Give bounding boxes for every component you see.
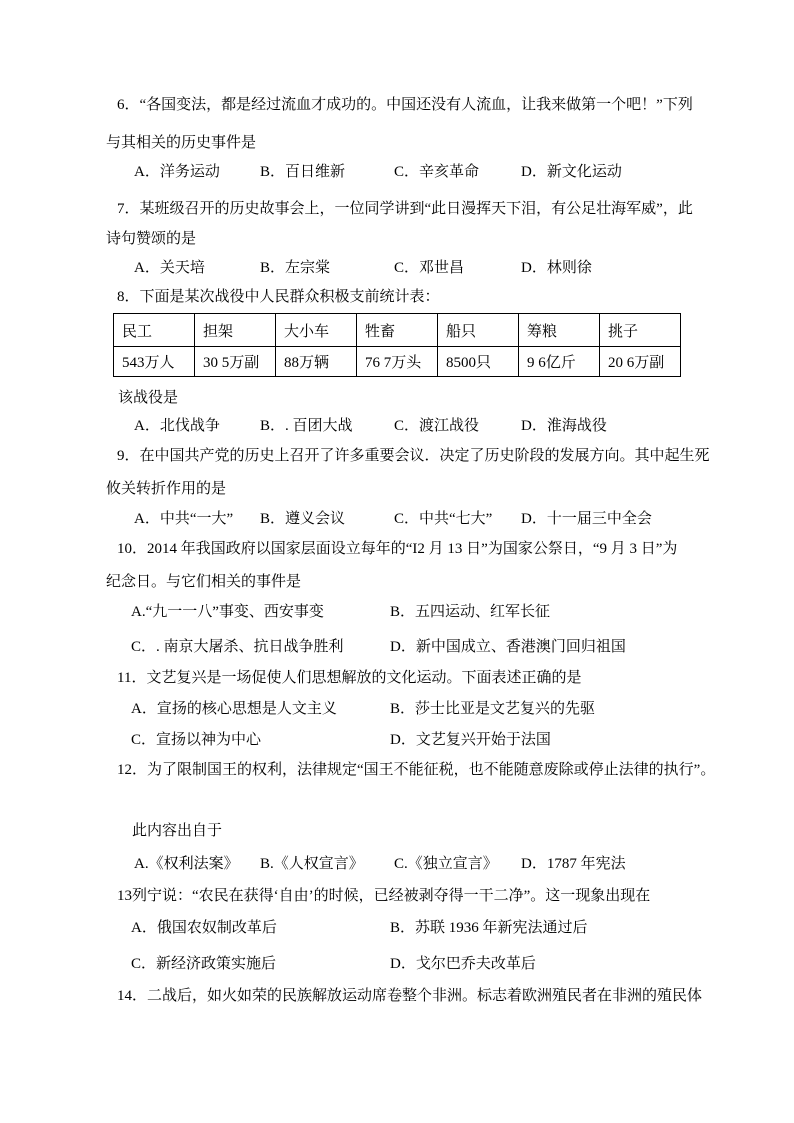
- question-9-stem-line-2: 攸关转折作用的是: [106, 481, 227, 497]
- table-data-cell: 8500只: [438, 347, 519, 377]
- question-10-options-row-2: [131, 638, 626, 656]
- table-header-cell: 牲畜: [357, 314, 438, 347]
- question-12-option-d: D．1787 年宪法: [521, 856, 626, 872]
- question-7-option-c: C．邓世昌: [394, 260, 465, 276]
- table-data-cell: 88万辆: [276, 347, 357, 377]
- table-header-row: [114, 314, 681, 347]
- question-8-option-a: A．北伐战争: [134, 418, 220, 434]
- question-8-stem-line-1: 8．下面是某次战役中人民群众积极支前统计表：: [117, 289, 440, 305]
- question-13-option-b: B．苏联 1936 年新宪法通过后: [390, 920, 588, 936]
- question-10-stem-line-2: 纪念日。与它们相关的事件是: [106, 574, 302, 590]
- question-13-option-d: D．戈尔巴乔夫改革后: [390, 956, 536, 972]
- question-6-stem-line-1: 6．“各国变法，都是经过流血才成功的。中国还没有人流血，让我来做第一个吧！”下列: [117, 97, 693, 113]
- question-8-stem-line-2: 该战役是: [118, 390, 179, 406]
- question-6-option-a: A．洋务运动: [134, 164, 220, 180]
- table-data-cell: 76 7万头: [357, 347, 438, 377]
- table-header-cell: 挑子: [600, 314, 681, 347]
- table-data-cell: 543万人: [114, 347, 195, 377]
- question-13-stem-line-1: 13列宁说：“农民在获得‘自由’的时候，已经被剥夺得一干二净”。这一现象出现在: [117, 888, 651, 904]
- table-header-cell: 担架: [195, 314, 276, 347]
- table-data-row: [114, 347, 681, 377]
- question-6-option-c: C．辛亥革命: [394, 164, 480, 180]
- question-11-option-b: B．莎士比亚是文艺复兴的先驱: [390, 701, 596, 717]
- question-12-option-b: B.《人权宣言》: [260, 856, 364, 872]
- table-data-cell: 30 5万副: [195, 347, 276, 377]
- question-13-option-c: C．新经济政策实施后: [131, 956, 277, 972]
- question-13-options-row-2: [131, 955, 536, 973]
- table-header-cell: 大小车: [276, 314, 357, 347]
- question-7-options: [134, 259, 592, 277]
- question-10-option-c: C．. 南京大屠杀、抗日战争胜利: [131, 639, 344, 655]
- question-12-stem-line-2: 此内容出自于: [132, 823, 223, 839]
- question-13-options-row-1: [131, 919, 588, 937]
- question-12-option-a: A.《权利法案》: [134, 856, 239, 872]
- table-data-cell: 9 6亿斤: [519, 347, 600, 377]
- question-7-option-b: B．左宗棠: [260, 260, 331, 276]
- question-10-stem-line-1: 10．2014 年我国政府以国家层面设立每年的“I2 月 13 日”为国家公祭日，“9 月 3 日”为: [117, 541, 678, 557]
- question-6-option-b: B．百日维新: [260, 164, 346, 180]
- question-7-stem-line-1: 7．某班级召开的历史故事会上，一位同学讲到“此日漫挥天下泪，有公足壮海军威”，此: [117, 201, 693, 217]
- question-7-option-d: D．林则徐: [521, 260, 592, 276]
- question-11-options-row-1: [131, 700, 595, 718]
- question-8-option-c: C．渡江战役: [394, 418, 480, 434]
- question-6-options: [134, 163, 622, 181]
- question-9-option-d: D．十一届三中全会: [521, 511, 652, 527]
- support-stats-table: [113, 313, 681, 377]
- question-9-options: [134, 510, 652, 528]
- table-header-cell: 民工: [114, 314, 195, 347]
- question-9-option-c: C．中共“七大”: [394, 511, 493, 527]
- question-9-stem-line-1: 9．在中国共产党的历史上召开了许多重要会议．决定了历史阶段的发展方向。其中起生死: [117, 448, 710, 464]
- table-header-cell: 筹粮: [519, 314, 600, 347]
- question-11-option-c: C．宣扬以神为中心: [131, 732, 262, 748]
- question-14-stem-line-1: 14．二战后，如火如荣的民族解放运动席卷整个非洲。标志着欧洲殖民者在非洲的殖民体: [117, 988, 703, 1004]
- question-10-option-b: B．五四运动、红军长征: [390, 604, 551, 620]
- question-8-option-d: D．淮海战役: [521, 418, 607, 434]
- question-6-stem-line-2: 与其相关的历史事件是: [106, 135, 257, 151]
- question-10-option-a: A.“九一一八”事变、西安事变: [131, 604, 324, 620]
- question-13-option-a: A．俄国农奴制改革后: [131, 920, 277, 936]
- question-11-stem-line-1: 11．文艺复兴是一场促使人们思想解放的文化运动。下面表述正确的是: [117, 670, 582, 686]
- question-11-options-row-2: [131, 731, 551, 749]
- question-8-options: [134, 417, 607, 435]
- question-10-option-d: D．新中国成立、香港澳门回归祖国: [390, 639, 626, 655]
- question-7-option-a: A．关天培: [134, 260, 205, 276]
- question-10-options-row-1: [131, 603, 550, 621]
- question-11-option-d: D．文艺复兴开始于法国: [390, 732, 551, 748]
- question-12-option-c: C.《独立宣言》: [394, 856, 498, 872]
- table-data-cell: 20 6万副: [600, 347, 681, 377]
- question-12-options: [134, 855, 626, 873]
- question-11-option-a: A．宣扬的核心思想是人文主义: [131, 701, 337, 717]
- table-header-cell: 船只: [438, 314, 519, 347]
- question-6-option-d: D．新文化运动: [521, 164, 622, 180]
- question-8-option-b: B．. 百团大战: [260, 418, 353, 434]
- question-12-stem-line-1: 12．为了限制国王的权利，法律规定“国王不能征税，也不能随意废除或停止法律的执行”。: [117, 762, 716, 778]
- question-9-option-b: B．遵义会议: [260, 511, 346, 527]
- question-7-stem-line-2: 诗句赞颂的是: [106, 231, 197, 247]
- question-9-option-a: A．中共“一大”: [134, 511, 234, 527]
